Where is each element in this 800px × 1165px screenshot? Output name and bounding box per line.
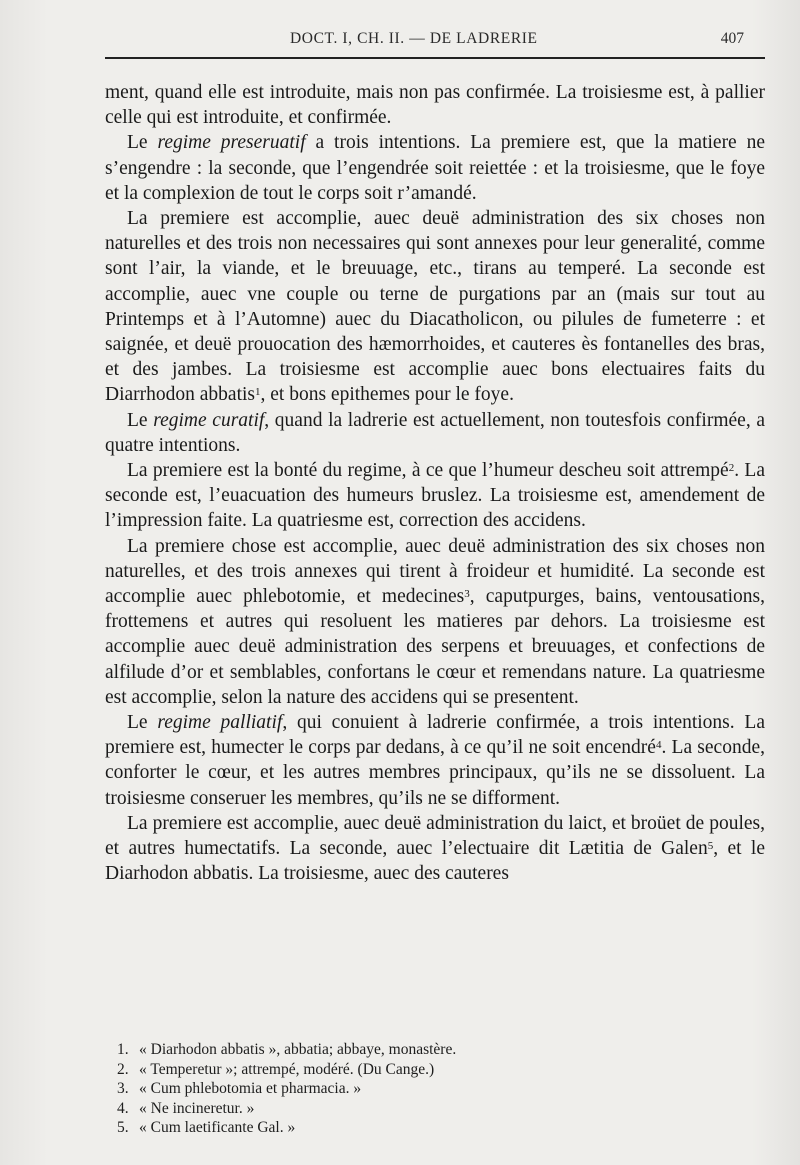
paragraph-8 bbox=[105, 811, 765, 887]
paragraph-text: La premiere chose est accomplie, auec deuë administration des six choses non naturelles, et des trois annexes qui tirent à froideur et humidité. La seconde est accomplie auec phlebotomie, et medecines bbox=[105, 535, 765, 608]
footnote-number: 1. bbox=[117, 1041, 129, 1058]
term-regime-palliatif: regime palliatif bbox=[157, 712, 283, 734]
footnote-number: 2. bbox=[117, 1060, 129, 1078]
paragraph-1: ment, quand elle est introduite, mais non pas confirmée. La troisiesme est, à pallier celle qui est introduite, et confirmée. bbox=[105, 82, 765, 129]
term-regime-preseruatif: regime preseruatif bbox=[157, 132, 306, 154]
paragraph-rest: , qui conuient à ladrerie confirmée, a trois intentions. La premiere est, humecter le corps par dedans, à ce qu’il ne soit encendré bbox=[105, 712, 765, 759]
paragraph-tail: , et bons epithemes pour le foye. bbox=[260, 384, 514, 406]
paragraph-5 bbox=[105, 458, 765, 534]
footnote-ref-4: 4 bbox=[655, 739, 662, 752]
footnote-number: 5. bbox=[117, 1119, 129, 1137]
footnote-text: « Cum laetificante Gal. » bbox=[139, 1119, 296, 1137]
running-title: DOCT. I, CH. II. — DE LADRERIE bbox=[290, 30, 538, 47]
footnote-ref-2: 2 bbox=[728, 462, 735, 475]
paragraph-tail: , et le Diarhodon abbatis. La troisiesme, auec des cauteres bbox=[105, 838, 765, 885]
paragraph-3 bbox=[105, 206, 765, 408]
paragraph-lead: Le bbox=[127, 409, 154, 431]
footnote bbox=[117, 1118, 737, 1138]
footnote-ref-5: 5 bbox=[707, 840, 714, 853]
paragraph-rest: . La seconde, conforter le cœur, et les autres membres principaux, qu’ils ne se dissoluent. La troisiesme conseruer les membres, qu’ils ne se difforment. bbox=[105, 737, 765, 809]
footnote bbox=[117, 1079, 737, 1099]
footnote bbox=[117, 1040, 737, 1060]
term-regime-curatif: regime curatif bbox=[153, 409, 265, 431]
body-text bbox=[105, 80, 765, 887]
paragraph-text: La premiere est accomplie, auec deuë administration du laict, et broüet de poules, et autres humectatifs. La seconde, auec l’electuaire dit Lætitia de Galen bbox=[105, 812, 765, 860]
paragraph-regime-curatif bbox=[105, 408, 765, 458]
running-header bbox=[105, 28, 762, 54]
footnotes bbox=[117, 1040, 737, 1138]
paragraph-tail: , caputpurges, bains, ventousations, frottemens et autres qui resoluent les matieres par dehors. La troisiesme est accomplie auec deuë administration des serpens et breuuages, et confections de alfilude d’or et semblables, confortans le cœur et remendans nature. La quatriesme est accomplie, selon la nature des accidens qui se presentent. bbox=[105, 586, 766, 708]
paragraph-rest: , quand la ladrerie est actuellement, non toutesfois confirmée, a quatre intentions. bbox=[105, 409, 765, 456]
header-rule bbox=[105, 57, 765, 59]
page-number: 407 bbox=[720, 30, 744, 47]
footnote-text: « Ne incineretur. » bbox=[139, 1099, 255, 1117]
footnote bbox=[117, 1099, 737, 1119]
paragraph-text: La premiere est la bonté du regime, à ce que l’humeur descheu soit attrempé bbox=[127, 460, 729, 482]
paragraph-text: La premiere est accomplie, auec deuë administration des six choses non naturelles et des trois non necessaires qui sont annexes pour leur generalité, comme sont l’air, la viande, et le breuuage, etc., tirans au temperé. La seconde est accomplie, auec vne couple ou terne de purgations par an (mais sur tout au Printemps et à l’Automne) auec du Diacatholicon, ou pilules de fumeterre : et saignée, et deuë prouocation des hæmorrhoides, et cauteres ès fontanelles des bras, et des jambes. La troisiesme est accomplie auec bons electuaires faits du Diarrhodon abbatis bbox=[105, 208, 765, 406]
footnote-number: 4. bbox=[117, 1099, 129, 1117]
footnote-text: « Temperetur »; attrempé, modéré. (Du Cange.) bbox=[139, 1060, 435, 1078]
footnote-text: « Cum phlebotomia et pharmacia. » bbox=[139, 1080, 362, 1098]
paragraph-tail: . La seconde est, l’euacuation des humeurs bruslez. La troisiesme est, amendement de l’impression faite. La quatriesme est, correction des accidens. bbox=[105, 460, 765, 532]
paragraph-lead: Le bbox=[127, 712, 158, 734]
paragraph-lead: Le bbox=[127, 132, 158, 154]
footnote-text: « Diarhodon abbatis », abbatia; abbaye, monastère. bbox=[139, 1041, 457, 1058]
footnote-ref-3: 3 bbox=[464, 588, 470, 601]
footnote bbox=[117, 1060, 737, 1080]
paragraph-6 bbox=[105, 534, 765, 710]
footnote-ref-1: 1 bbox=[255, 386, 261, 399]
paragraph-rest: a trois intentions. La premiere est, que la matiere ne s’engendre : la seconde, que l’engendrée soit reiettée : et la troisiesme, que le foye et la complexion de tout le corps soit r’amandé. bbox=[105, 132, 765, 204]
paragraph-regime-preseruatif bbox=[105, 130, 765, 206]
footnote-number: 3. bbox=[117, 1080, 129, 1098]
paragraph-regime-palliatif bbox=[105, 710, 765, 811]
